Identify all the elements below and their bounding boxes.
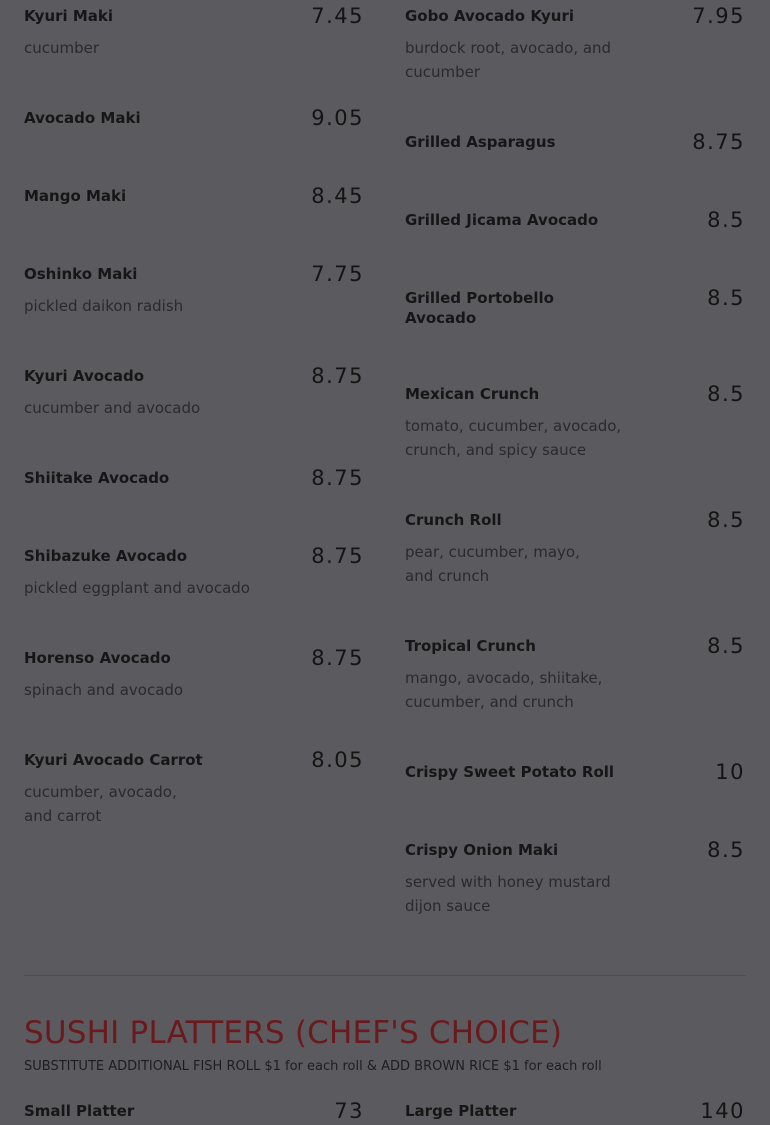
item-description: cucumber, avocado,	[24, 783, 177, 801]
item-name: Oshinko Maki	[24, 265, 138, 283]
item-name: Grilled Portobello	[405, 289, 554, 307]
item-description: pear, cucumber, mayo,	[405, 543, 580, 561]
item-name: Tropical Crunch	[405, 637, 536, 655]
item-name: Kyuri Avocado	[24, 367, 145, 385]
item-price: 8.75	[692, 130, 745, 154]
item-name: Crispy Sweet Potato Roll	[405, 763, 615, 781]
item-description: crunch, and spicy sauce	[405, 441, 587, 459]
item-price: 8.05	[311, 748, 364, 772]
item-price: 8.75	[311, 364, 364, 388]
item-name: Kyuri Avocado Carrot	[24, 751, 203, 769]
item-name: Grilled Asparagus	[405, 133, 556, 151]
item-name: Kyuri Maki	[24, 7, 114, 25]
item-description: cucumber, and crunch	[405, 693, 574, 711]
item-description: and carrot	[24, 807, 102, 825]
item-description: served with honey mustard	[405, 873, 611, 891]
item-price: 8.75	[311, 646, 364, 670]
item-price: 8.5	[707, 382, 745, 406]
item-name: Horenso Avocado	[24, 649, 171, 667]
section-divider	[24, 975, 746, 976]
item-price: 9.05	[311, 106, 364, 130]
item-price: 7.45	[311, 4, 364, 28]
item-price: 8.5	[707, 508, 745, 532]
item-price: 8.5	[707, 286, 745, 310]
item-price: 8.75	[311, 544, 364, 568]
item-name: Mango Maki	[24, 187, 127, 205]
item-name: Gobo Avocado Kyuri	[405, 7, 574, 25]
item-price: 8.5	[707, 208, 745, 232]
item-price: 8.45	[311, 184, 364, 208]
item-description: pickled eggplant and avocado	[24, 579, 250, 597]
item-price: 73	[334, 1099, 364, 1123]
item-description: cucumber and avocado	[24, 399, 201, 417]
item-description: dijon sauce	[405, 897, 491, 915]
item-name: Large Platter	[405, 1102, 517, 1120]
section-note: SUBSTITUTE ADDITIONAL FISH ROLL $1 for each roll & ADD BROWN RICE $1 for each roll	[24, 1059, 602, 1074]
item-description: spinach and avocado	[24, 681, 184, 699]
item-price: 7.75	[311, 262, 364, 286]
item-price: 140	[700, 1099, 745, 1123]
item-description: tomato, cucumber, avocado,	[405, 417, 622, 435]
item-description: cucumber	[405, 63, 481, 81]
item-description: burdock root, avocado, and	[405, 39, 612, 57]
item-name: Mexican Crunch	[405, 385, 540, 403]
item-description: mango, avocado, shiitake,	[405, 669, 603, 687]
item-name: Crunch Roll	[405, 511, 502, 529]
item-name: Small Platter	[24, 1102, 135, 1120]
item-description: pickled daikon radish	[24, 297, 184, 315]
item-name: Shibazuke Avocado	[24, 547, 188, 565]
item-name: Avocado Maki	[24, 109, 141, 127]
item-name: Crispy Onion Maki	[405, 841, 559, 859]
item-price: 8.75	[311, 466, 364, 490]
item-price: 7.95	[692, 4, 745, 28]
item-price: 8.5	[707, 634, 745, 658]
section-title: SUSHI PLATTERS (CHEF'S CHOICE)	[24, 1015, 563, 1051]
item-name: Grilled Jicama Avocado	[405, 211, 599, 229]
item-description: cucumber	[24, 39, 100, 57]
item-price: 10	[715, 760, 745, 784]
item-description: and crunch	[405, 567, 490, 585]
item-name: Avocado	[405, 309, 477, 327]
item-price: 8.5	[707, 838, 745, 862]
item-name: Shiitake Avocado	[24, 469, 170, 487]
